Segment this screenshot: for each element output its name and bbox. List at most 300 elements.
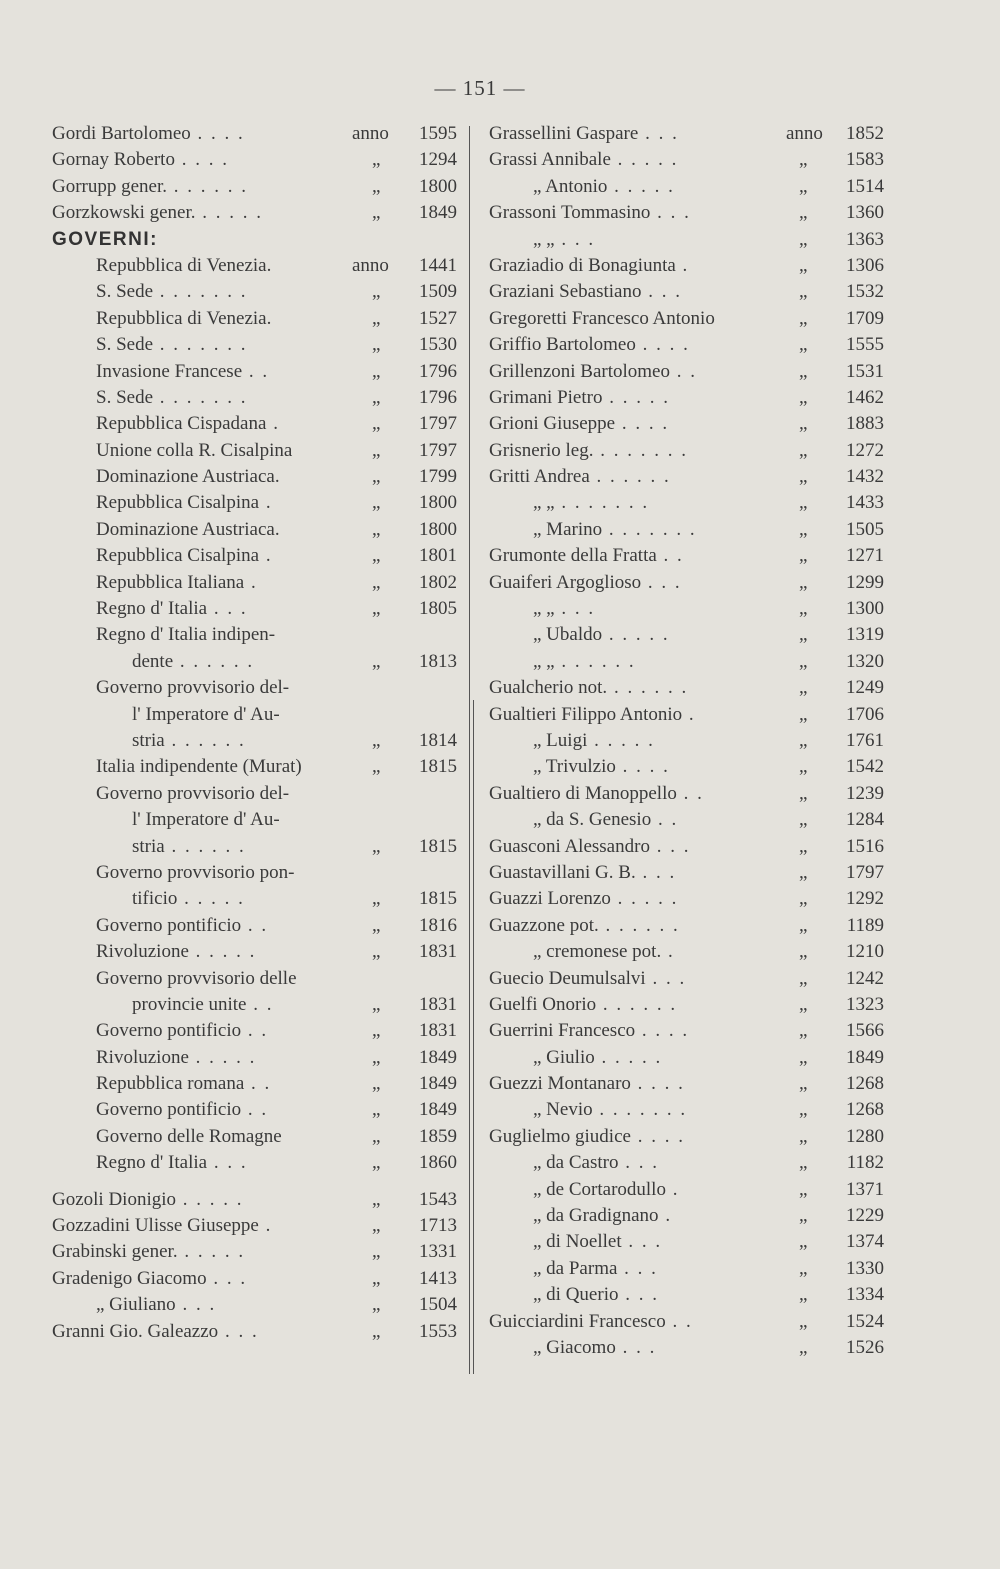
- index-entry: [52, 1150, 460, 1176]
- ditto-mark: „: [799, 545, 808, 567]
- index-entry: [489, 834, 889, 860]
- entry-name: [489, 1309, 693, 1335]
- index-entry: [52, 913, 460, 939]
- entry-year: 1299: [846, 571, 884, 593]
- index-entry: [52, 359, 460, 385]
- index-entry: [489, 1071, 889, 1097]
- entry-name: [489, 807, 678, 833]
- leader-dots: .: [661, 941, 675, 963]
- entry-name-text: l' Imperatore d' Au-: [132, 809, 280, 831]
- entry-name: [52, 1187, 244, 1213]
- entry-name: [52, 622, 275, 648]
- entry-name-text: Guelfi Onorio: [489, 993, 597, 1015]
- leader-dots: . .: [246, 993, 274, 1015]
- entry-name: [52, 1071, 271, 1097]
- ditto-mark: „: [799, 809, 808, 831]
- index-entry: [52, 147, 460, 173]
- leader-dots: . . . .: [190, 123, 245, 144]
- index-entry: [52, 966, 460, 992]
- entry-year: 1761: [846, 729, 884, 751]
- entry-name-text: „ di Noellet: [533, 1231, 622, 1253]
- entry-name-text: Governo pontificio: [96, 1099, 242, 1121]
- entry-year: 1849: [419, 202, 457, 224]
- entry-name: [52, 438, 292, 464]
- entry-year: 1797: [846, 861, 884, 883]
- entry-name-text: Repubblica Cisalpina: [96, 492, 260, 514]
- leader-dots: . .: [676, 782, 704, 804]
- index-entry: [489, 1124, 889, 1150]
- entry-name: [489, 702, 696, 728]
- index-entry: [489, 121, 889, 147]
- entry-name: [52, 570, 258, 596]
- leader-dots: . . . . .: [177, 888, 245, 910]
- index-entry: [489, 438, 889, 464]
- right-column: [489, 121, 889, 1361]
- ditto-mark: „: [799, 149, 808, 171]
- entry-name-text: dente: [132, 650, 174, 672]
- leader-dots: . . .: [635, 861, 677, 883]
- entry-year: 1849: [419, 1073, 457, 1095]
- entry-year: 1363: [846, 228, 884, 250]
- entry-name-text: stria: [132, 835, 165, 857]
- page-number: — 151 —: [434, 76, 526, 100]
- ditto-mark: „: [799, 993, 808, 1015]
- entry-name-text: „ cremonese pot.: [533, 941, 662, 963]
- leader-dots: . . .: [650, 202, 691, 224]
- ditto-mark: „: [372, 334, 381, 356]
- ditto-mark: „: [372, 598, 381, 620]
- index-entry: [52, 1213, 460, 1239]
- entry-name: [489, 913, 680, 939]
- leader-dots: . . . . .: [607, 175, 675, 197]
- index-entry: [52, 1045, 460, 1071]
- entry-year: 1334: [846, 1284, 884, 1306]
- entry-name-text: „ „: [533, 492, 555, 514]
- ditto-mark: „: [372, 1294, 381, 1316]
- entry-name-text: Regno d' Italia: [96, 598, 208, 620]
- index-entry: [489, 939, 889, 965]
- ditto-mark: „: [799, 307, 808, 329]
- entry-name-text: Gordi Bartolomeo: [52, 123, 191, 144]
- entry-year: 1374: [846, 1231, 884, 1253]
- index-entry: [52, 1319, 460, 1345]
- entry-name-text: Gorrupp gener.: [52, 175, 168, 197]
- index-entry: [52, 385, 460, 411]
- index-entry: [489, 1097, 889, 1123]
- leader-dots: . . .: [621, 1231, 663, 1253]
- index-entry: [489, 860, 889, 886]
- entry-year: 1797: [419, 413, 457, 435]
- entry-name: [489, 622, 670, 648]
- entry-name: [489, 675, 688, 701]
- index-entry: [52, 649, 460, 675]
- ditto-mark: „: [799, 439, 808, 461]
- entry-year: 1527: [419, 307, 457, 329]
- leader-dots: . . . . .: [177, 1241, 246, 1263]
- entry-name: [52, 754, 302, 780]
- entry-name-text: Graziani Sebastiano: [489, 281, 642, 303]
- entry-year: 1800: [419, 492, 457, 514]
- entry-name: [489, 1282, 659, 1308]
- entry-year: 1360: [846, 202, 884, 224]
- entry-name-text: Guecio Deumulsalvi: [489, 967, 646, 989]
- entry-name: [52, 1292, 216, 1318]
- entry-name-text: Griffio Bartolomeo: [489, 334, 636, 356]
- index-entry: [489, 886, 889, 912]
- index-entry: [489, 728, 889, 754]
- ditto-mark: „: [372, 571, 381, 593]
- entry-name-text: Governo pontificio: [96, 914, 242, 936]
- entry-name-text: l' Imperatore d' Au-: [132, 703, 280, 725]
- entry-name: [52, 490, 273, 516]
- entry-year: 1849: [419, 1099, 457, 1121]
- entry-name-text: Governo provvisorio del-: [96, 677, 290, 699]
- leader-dots: . . .: [641, 571, 682, 593]
- leader-dots: . . .: [554, 228, 596, 250]
- index-entry: [489, 227, 889, 253]
- leader-dots: . . .: [218, 1320, 259, 1342]
- entry-name-text: Gradenigo Giacomo: [52, 1267, 207, 1289]
- entry-year: 1555: [846, 334, 884, 356]
- entry-year: 1816: [419, 914, 457, 936]
- entry-year: 1706: [846, 703, 884, 725]
- index-entry: [52, 1239, 460, 1265]
- entry-year: 1531: [846, 360, 884, 382]
- entry-name-text: Gozoli Dionigio: [52, 1188, 177, 1210]
- ditto-mark: „: [799, 1310, 808, 1332]
- entry-name: [489, 359, 697, 385]
- ditto-mark: „: [372, 1046, 381, 1068]
- leader-dots: . . . . . . .: [153, 386, 248, 408]
- entry-year: 1371: [846, 1178, 884, 1200]
- ditto-mark: „: [799, 1046, 808, 1068]
- entry-name-text: Guicciardini Francesco: [489, 1310, 666, 1332]
- entry-name: [52, 279, 248, 305]
- anno-label: anno: [786, 123, 823, 144]
- ditto-mark: „: [799, 466, 808, 488]
- entry-name-text: „ Antonio: [533, 175, 608, 197]
- entry-year: 1801: [419, 545, 457, 567]
- leader-dots: . . . . .: [610, 149, 679, 171]
- entry-name-text: tificio: [132, 888, 178, 910]
- entry-year: 1566: [846, 1020, 884, 1042]
- ditto-mark: „: [372, 729, 381, 751]
- ditto-mark: „: [372, 1215, 381, 1237]
- entry-name-text: Dominazione Austriaca.: [96, 518, 280, 540]
- ditto-mark: „: [799, 835, 808, 857]
- entry-year: 1294: [419, 149, 457, 171]
- index-entry: [489, 1150, 889, 1176]
- entry-name: [52, 1045, 256, 1071]
- entry-name: [489, 121, 679, 147]
- ditto-mark: „: [372, 202, 381, 224]
- entry-name: [52, 359, 269, 385]
- ditto-mark: „: [799, 756, 808, 778]
- ditto-mark: „: [799, 1073, 808, 1095]
- ditto-mark: „: [372, 149, 381, 171]
- entry-name-text: Repubblica Italiana: [96, 571, 245, 593]
- entry-year: 1831: [419, 941, 457, 963]
- index-entry: [52, 781, 460, 807]
- entry-name: [52, 939, 256, 965]
- entry-name-text: „ Giulio: [533, 1046, 595, 1068]
- leader-dots: . . .: [207, 1152, 248, 1174]
- entry-name: [52, 834, 246, 860]
- column-divider: [469, 126, 470, 1374]
- entry-name: [489, 1150, 659, 1176]
- ditto-mark: „: [372, 1020, 381, 1042]
- entry-year: 1242: [846, 967, 884, 989]
- entry-year: 1796: [419, 386, 457, 408]
- ditto-mark: „: [372, 756, 381, 778]
- ditto-mark: „: [372, 888, 381, 910]
- leader-dots: . . . .: [615, 413, 670, 435]
- ditto-mark: „: [799, 967, 808, 989]
- entry-name: [52, 411, 280, 437]
- index-entry: [52, 438, 460, 464]
- entry-name: [489, 781, 704, 807]
- entry-name: [489, 1256, 658, 1282]
- leader-dots: .: [675, 254, 690, 276]
- leader-dots: . . . . .: [594, 1046, 663, 1068]
- entry-name: [489, 596, 595, 622]
- entry-name-text: „ Luigi: [533, 729, 588, 751]
- leader-dots: . . . .: [630, 1073, 685, 1095]
- entry-name-text: Grabinski gener.: [52, 1241, 178, 1263]
- entry-name: [489, 543, 684, 569]
- leader-dots: . . .: [645, 967, 687, 989]
- entry-name: [489, 728, 655, 754]
- entry-year: 1542: [846, 756, 884, 778]
- ditto-mark: „: [799, 729, 808, 751]
- column-divider-secondary: [473, 700, 474, 1374]
- index-entry: [489, 253, 889, 279]
- entry-name-text: „ Giacomo: [533, 1336, 616, 1358]
- entry-year: 1441: [419, 254, 457, 276]
- section-heading: GOVERNI:: [52, 228, 158, 250]
- entry-name-text: „ Trivulzio: [533, 756, 616, 778]
- index-entry: [489, 332, 889, 358]
- entry-name: [489, 860, 676, 886]
- entry-name-text: Gozzadini Ulisse Giuseppe: [52, 1215, 259, 1237]
- entry-name: [489, 1071, 685, 1097]
- entry-name-text: Regno d' Italia: [96, 1152, 208, 1174]
- ditto-mark: „: [799, 1231, 808, 1253]
- ditto-mark: „: [799, 1257, 808, 1279]
- entry-name-text: Guglielmo giudice: [489, 1125, 631, 1147]
- leader-dots: . . . . . .: [607, 677, 689, 699]
- entry-year: 1799: [419, 466, 457, 488]
- ditto-mark: „: [372, 281, 381, 303]
- entry-year: 1860: [419, 1152, 457, 1174]
- entry-year: 1815: [419, 756, 457, 778]
- entry-year: 1797: [419, 439, 457, 461]
- leader-dots: . . .: [641, 281, 682, 303]
- ditto-mark: „: [799, 1099, 808, 1121]
- index-entry: [489, 992, 889, 1018]
- index-entry: [489, 913, 889, 939]
- entry-name-text: „ di Querio: [533, 1284, 619, 1306]
- entry-name-text: Governo provvisorio delle: [96, 967, 297, 989]
- leader-dots: . . . . .: [587, 729, 655, 751]
- entry-year: 1268: [846, 1099, 884, 1121]
- ditto-mark: „: [372, 835, 381, 857]
- entry-name-text: Guazzone pot.: [489, 914, 599, 936]
- ditto-mark: „: [799, 941, 808, 963]
- entry-year: 1504: [419, 1294, 457, 1316]
- entry-name: [52, 174, 248, 200]
- leader-dots: . . . . .: [195, 202, 264, 224]
- index-entry: [52, 1018, 460, 1044]
- leader-dots: . . . . . .: [167, 175, 249, 197]
- entry-name-text: Gualtieri Filippo Antonio: [489, 703, 683, 725]
- leader-dots: . . . . .: [188, 1046, 257, 1068]
- ditto-mark: „: [799, 1336, 808, 1358]
- entry-name: [52, 332, 248, 358]
- entry-name-text: Gorzkowski gener.: [52, 202, 196, 224]
- leader-dots: . . .: [649, 835, 691, 857]
- index-entry: [52, 675, 460, 701]
- entry-name: [489, 279, 682, 305]
- index-entry: [52, 622, 460, 648]
- ditto-mark: „: [799, 914, 808, 936]
- entry-name-text: Repubblica Cispadana: [96, 413, 267, 435]
- leader-dots: .: [258, 1215, 273, 1237]
- entry-year: 1543: [419, 1188, 457, 1210]
- leader-dots: . . . . . . .: [602, 518, 697, 540]
- entry-name-text: „ Marino: [533, 518, 603, 540]
- ditto-mark: „: [799, 413, 808, 435]
- index-entry: [52, 1266, 460, 1292]
- index-entry: [489, 359, 889, 385]
- leader-dots: . . .: [175, 1294, 217, 1316]
- entry-year: 1413: [419, 1267, 457, 1289]
- entry-year: 1462: [846, 386, 884, 408]
- entry-name-text: Repubblica romana: [96, 1073, 245, 1095]
- leader-dots: .: [244, 571, 258, 593]
- leader-dots: . . . . . .: [173, 650, 255, 672]
- entry-year: 1709: [846, 307, 884, 329]
- index-entry: [52, 174, 460, 200]
- entry-year: 1526: [846, 1336, 884, 1358]
- entry-name: [489, 174, 675, 200]
- entry-year: 1330: [846, 1257, 884, 1279]
- spacer: [52, 1177, 460, 1187]
- index-entry: [489, 147, 889, 173]
- leader-dots: . .: [242, 360, 270, 382]
- entry-name: [52, 913, 268, 939]
- index-entry: [489, 306, 889, 332]
- entry-name: [489, 253, 689, 279]
- entry-year: 1813: [419, 650, 457, 672]
- entry-name-text: S. Sede: [96, 334, 153, 356]
- entry-name: [489, 754, 670, 780]
- ditto-mark: „: [799, 703, 808, 725]
- index-entry: [52, 807, 460, 833]
- ditto-mark: „: [799, 254, 808, 276]
- entry-name: [489, 1203, 672, 1229]
- entry-year: 1432: [846, 466, 884, 488]
- leader-dots: . . . . . .: [554, 650, 636, 672]
- index-entry: [489, 1018, 889, 1044]
- entry-name: [52, 1097, 268, 1123]
- ditto-mark: „: [372, 439, 381, 461]
- index-entry: [52, 754, 460, 780]
- leader-dots: . . . . . .: [589, 466, 671, 488]
- ditto-mark: „: [799, 677, 808, 699]
- entry-name: [52, 966, 297, 992]
- entry-name-text: Repubblica di Venezia.: [96, 307, 272, 329]
- leader-dots: . . .: [638, 123, 679, 144]
- entry-name-text: „ „: [533, 650, 555, 672]
- ditto-mark: „: [799, 360, 808, 382]
- ditto-mark: „: [372, 914, 381, 936]
- index-entry: [52, 517, 460, 543]
- index-entry: [52, 728, 460, 754]
- index-entry: [52, 306, 460, 332]
- entry-name-text: „ Nevio: [533, 1099, 593, 1121]
- anno-label: anno: [352, 123, 389, 144]
- entry-year: 1331: [419, 1241, 457, 1263]
- index-entry: [52, 464, 460, 490]
- leader-dots: .: [259, 492, 273, 514]
- entry-name: [489, 649, 636, 675]
- entry-name-text: Guastavillani G. B.: [489, 861, 636, 883]
- ditto-mark: „: [372, 1320, 381, 1342]
- entry-name: [489, 834, 690, 860]
- ditto-mark: „: [799, 1125, 808, 1147]
- entry-year: 1516: [846, 835, 884, 857]
- leader-dots: . . . . .: [602, 624, 670, 646]
- entry-year: 1831: [419, 993, 457, 1015]
- index-entry: [489, 490, 889, 516]
- ditto-mark: „: [799, 598, 808, 620]
- ditto-mark: „: [372, 1241, 381, 1263]
- ditto-mark: „: [799, 1284, 808, 1306]
- index-entry: [489, 702, 889, 728]
- leader-dots: .: [665, 1178, 680, 1200]
- entry-name: [489, 411, 669, 437]
- entry-name: [489, 966, 686, 992]
- ditto-mark: „: [799, 334, 808, 356]
- entry-name: [52, 992, 274, 1018]
- ditto-mark: „: [799, 888, 808, 910]
- ditto-mark: „: [799, 1020, 808, 1042]
- index-entry: [52, 1187, 460, 1213]
- entry-name-text: Gualcherio not.: [489, 677, 608, 699]
- leader-dots: .: [259, 545, 273, 567]
- entry-name-text: Grassoni Tommasino: [489, 202, 651, 224]
- entry-year: 1280: [846, 1125, 884, 1147]
- entry-name: [52, 886, 245, 912]
- index-entry: [489, 1282, 889, 1308]
- entry-name-text: „ „: [533, 598, 555, 620]
- ditto-mark: „: [372, 307, 381, 329]
- index-entry: [489, 174, 889, 200]
- entry-name: [52, 1239, 245, 1265]
- entry-name: [52, 1319, 259, 1345]
- entry-name-text: stria: [132, 729, 165, 751]
- entry-year: 1849: [419, 1046, 457, 1068]
- entry-name: [489, 306, 715, 332]
- index-entry: [52, 939, 460, 965]
- entry-year: 1268: [846, 1073, 884, 1095]
- ditto-mark: „: [372, 518, 381, 540]
- entry-year: 1319: [846, 624, 884, 646]
- entry-name-text: „ da Gradignano: [533, 1205, 659, 1227]
- entry-name-text: Guazzi Lorenzo: [489, 888, 611, 910]
- entry-name-text: „ da Parma: [533, 1257, 618, 1279]
